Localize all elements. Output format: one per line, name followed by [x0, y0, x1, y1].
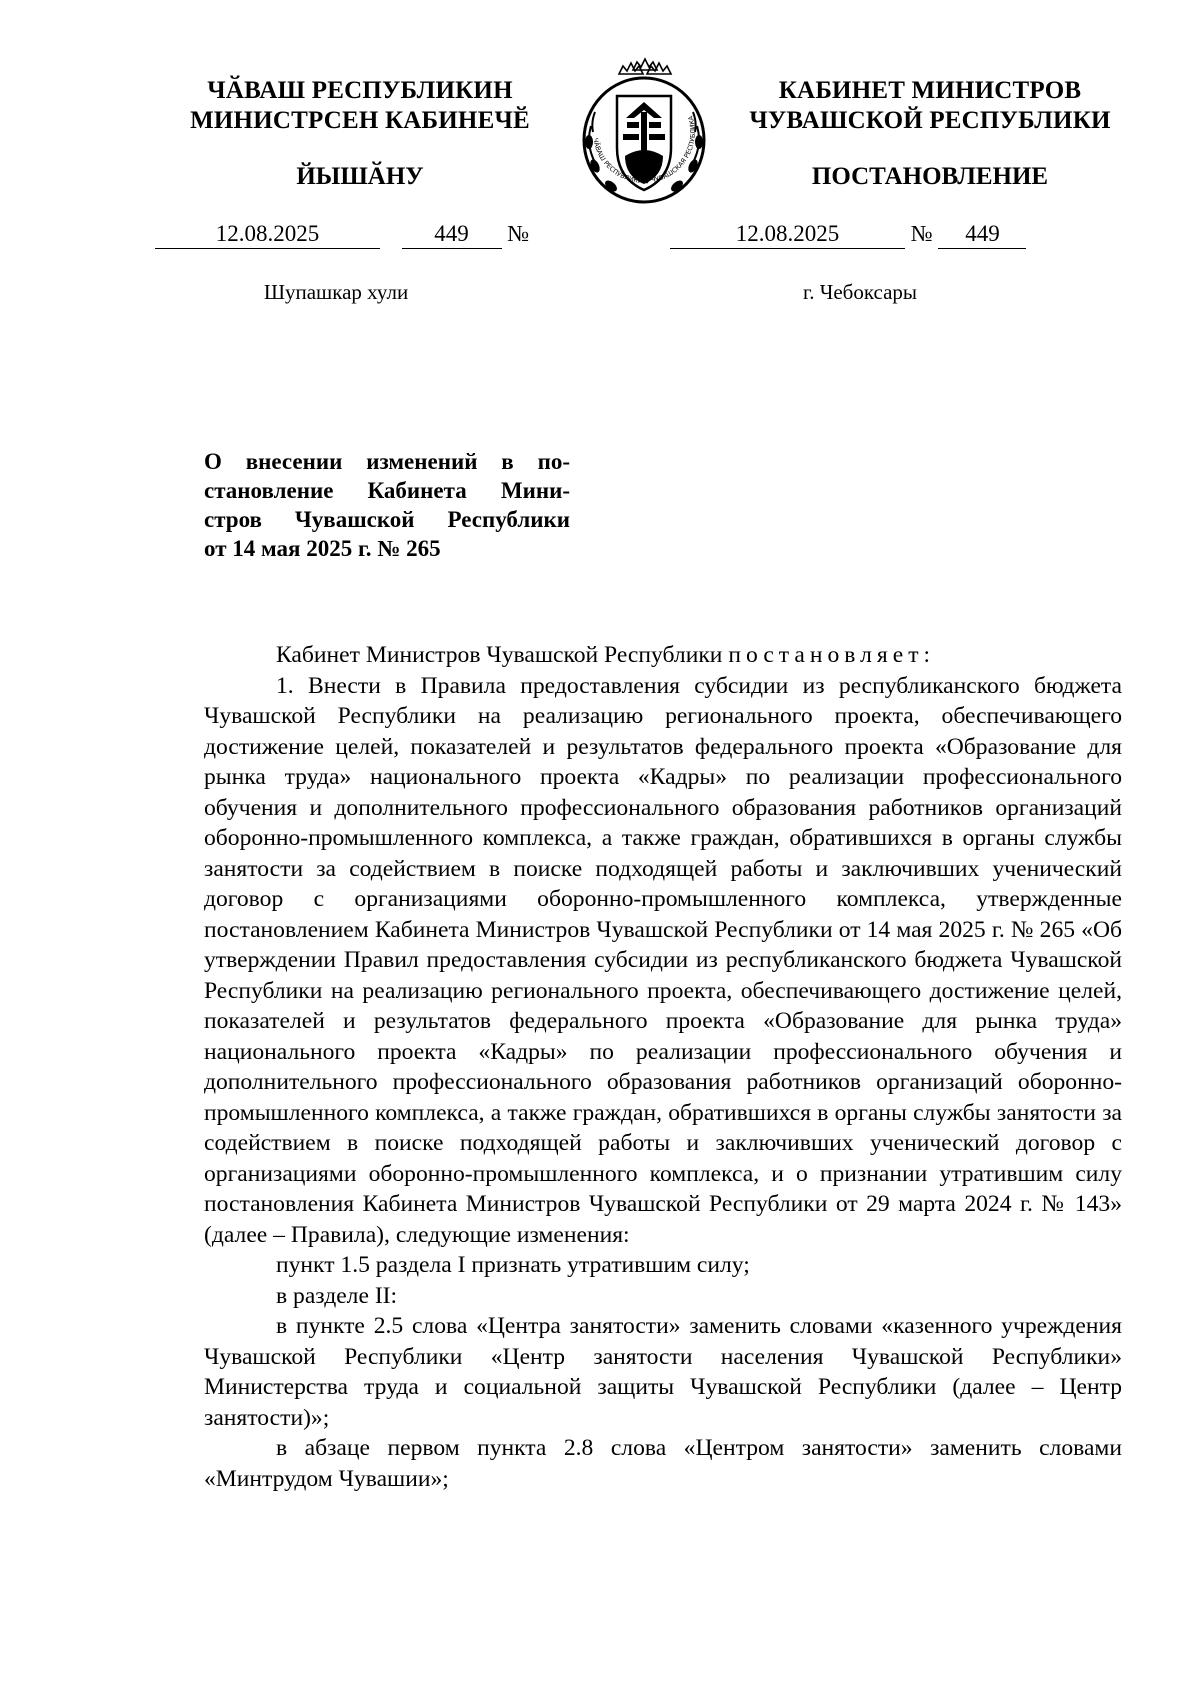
- right-header-title: [725, 76, 1135, 136]
- subject-line2: становление Кабинета Мини-: [204, 478, 570, 503]
- right-number: 449: [938, 220, 1026, 249]
- emblem-ring-text: ЧӐВАШ РЕСПУБЛИКИ ◆ ЧУВАШСКАЯ РЕСПУБЛИКА: [591, 114, 698, 186]
- right-date-number: [670, 220, 1026, 249]
- intro-verb: постановляет:: [728, 642, 936, 668]
- right-city: г. Чебоксары: [802, 280, 918, 304]
- left-title-line1: ЧӐВАШ РЕСПУБЛИКИН: [207, 77, 513, 104]
- paragraph-5: в абзаце первом пункта 2.8 слова «Центром занятости» заменить словами «Минтрудом Чувашии»;: [204, 1435, 1122, 1492]
- chuvash-emblem-icon: [573, 56, 715, 208]
- right-number-sign: №: [910, 221, 933, 246]
- document-subject: [204, 447, 570, 563]
- right-title-line1: КАБИНЕТ МИНИСТРОВ: [778, 77, 1082, 104]
- subject-line1: О внесении изменений в по-: [204, 449, 570, 474]
- paragraph-3: в разделе II:: [276, 1282, 398, 1309]
- left-doc-type: ЙЫШӐНУ: [296, 163, 424, 190]
- document-body: [204, 640, 1122, 1494]
- right-date: 12.08.2025: [670, 220, 905, 249]
- left-title-line2: МИНИСТРСЕН КАБИНЕЧӖ: [190, 107, 530, 134]
- left-number-sign: №: [507, 221, 530, 246]
- right-title-line2: ЧУВАШСКОЙ РЕСПУБЛИКИ: [749, 107, 1111, 134]
- right-doc-type: ПОСТАНОВЛЕНИЕ: [811, 163, 1049, 190]
- left-header-title: [170, 76, 550, 136]
- intro-prefix: Кабинет Министров Чувашской Республики: [276, 642, 729, 668]
- left-date-number: [155, 220, 529, 249]
- paragraph-2: пункт 1.5 раздела I признать утратившим силу;: [276, 1252, 750, 1278]
- left-city: Шупашкар хули: [263, 280, 409, 304]
- intro-paragraph: [204, 640, 1122, 671]
- subject-line3: стров Чувашской Республики: [204, 507, 570, 532]
- paragraph-1: 1. Внести в Правила предоставления субсидии из республиканского бюджета Чувашской Республики на реализацию регионального проекта, обеспечивающего достижение целей, показателей и результатов федерального проекта «Образование для рынка труда» национального проекта «Кадры» по реализации профессионального обучения и дополнительного профессионального образования работников организаций оборонно-промышленного комплекса, а также граждан, обратившихся в органы службы занятости за содействием в поиске подходящей работы и заключивших ученический договор с организациями оборонно-промышленного комплекса, утвержденные постановлением Кабинета Министров Чувашской Республики от 14 мая 2025 г. № 265 «Об утверждении Правил предоставления субсидии из республиканского бюджета Чувашской Республики на реализацию регионального проекта, обеспечивающего достижение целей, показателей и результатов федерального проекта «Образование для рынка труда» национального проекта «Кадры» по реализации профессионального обучения и дополнительного профессионального образования работников организаций оборонно-промышленного комплекса, а также граждан, обратившихся в органы службы занятости за содействием в поиске подходящей работы и заключивших ученический договор с организациями оборонно-промышленного комплекса, и о признании утратившим силу постановления Кабинета Министров Чувашской Республики от 29 марта 2024 г. № 143» (далее – Правила), следующие изменения:: [204, 672, 1122, 1248]
- left-date: 12.08.2025: [155, 220, 380, 249]
- left-number: 449: [402, 220, 502, 249]
- paragraph-4: в пункте 2.5 слова «Центра занятости» заменить словами «казенного учреждения Чувашской Республики «Центр занятости населения Чувашской Республики» Министерства труда и социальной защиты Чувашской Республики (далее – Центр занятости)»;: [204, 1313, 1122, 1431]
- subject-line4: от 14 мая 2025 г. № 265: [204, 536, 441, 561]
